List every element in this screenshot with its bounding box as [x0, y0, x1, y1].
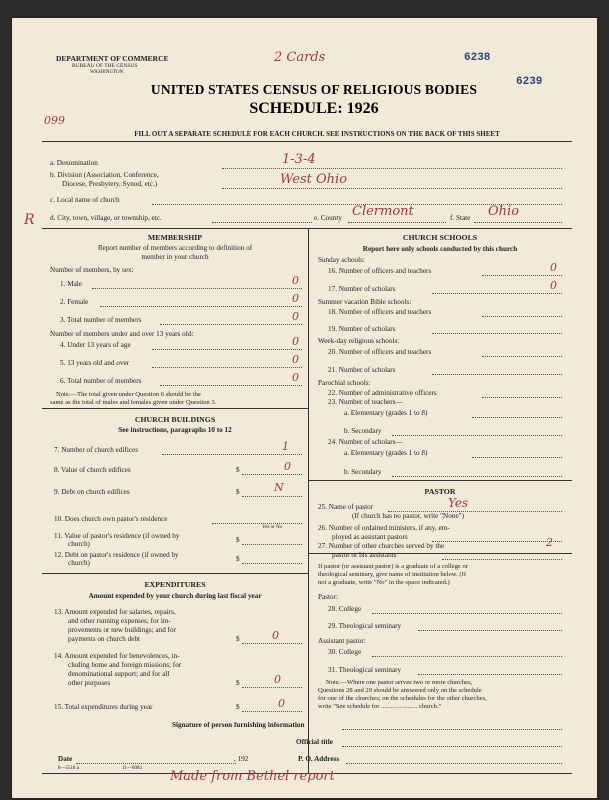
q24a-line: [472, 457, 562, 458]
denomination-line: [222, 168, 562, 169]
q20-label: 20. Number of officers and teachers: [328, 348, 432, 356]
q29-label: 29. Theological seminary: [328, 622, 402, 630]
q6-label: 6. Total number of members: [60, 377, 142, 385]
q12-label-1: 12. Debt on pastor's residence (if owned by: [54, 551, 179, 559]
q8-dollar: $: [236, 466, 240, 474]
q31-line: [418, 674, 562, 675]
q19-line: [432, 333, 562, 334]
q28-label: 28. College: [328, 605, 362, 613]
q12-line: [242, 563, 302, 564]
schools-sub: Report here only schools conducted by this church: [362, 245, 518, 253]
q15-line: [242, 711, 302, 712]
right-rule-1: [308, 480, 572, 481]
q17-label: 17. Number of scholars: [328, 285, 396, 293]
q3-label: 3. Total number of members: [60, 316, 142, 324]
q1-value: 0: [292, 274, 299, 287]
q18-line: [482, 316, 562, 317]
membership-title: MEMBERSHIP: [147, 233, 203, 242]
print-code: 11—6084: [122, 766, 142, 771]
q22-line: [482, 397, 562, 398]
q4-line: [152, 349, 302, 350]
q5-value: 0: [292, 353, 299, 366]
division-label-2: Diocese, Presbytery, Synod, etc.): [62, 180, 158, 188]
q27-label-2: pastor or his assistants: [332, 551, 397, 559]
section-top-rule: [42, 228, 572, 229]
date-label: Date: [58, 755, 73, 763]
q30-label: 30. College: [328, 648, 362, 656]
membership-sub-1: Report number of members according to definition of: [97, 244, 253, 252]
q14-value: 0: [274, 673, 281, 686]
q14-label-3: denominational support; and for all: [68, 670, 170, 678]
left-rule-1: [42, 408, 308, 409]
schools-title: CHURCH SCHOOLS: [402, 233, 478, 242]
handwritten-cards: 2 Cards: [274, 50, 326, 65]
membership-note-2: same as the total of males and females given under Question 3.: [50, 399, 217, 406]
q11-label-2: church): [68, 540, 90, 548]
pastor-title: PASTOR: [424, 487, 456, 496]
q15-label: 15. Total expenditures during year: [54, 703, 153, 711]
q12-dollar: $: [236, 555, 240, 563]
q1-line: [92, 288, 302, 289]
q7-line: [162, 454, 302, 455]
q26-label-1: 26. Number of ordained ministers, if any, em-: [318, 524, 450, 532]
parochial-schools: Parochial schools:: [318, 379, 371, 387]
q2-line: [100, 306, 302, 307]
buildings-title: CHURCH BUILDINGS: [134, 415, 216, 424]
city-label: d. City, town, village, or township, etc.: [50, 214, 162, 222]
q19-label: 19. Number of scholars: [328, 325, 396, 333]
q7-value: 1: [282, 440, 289, 453]
q15-dollar: $: [236, 703, 240, 711]
pastor-note-3: for one of the churches; on the schedules for the other churches,: [318, 695, 487, 702]
q13-dollar: $: [236, 635, 240, 643]
membership-sub-2: member in your church: [141, 253, 209, 261]
signature-line: [342, 729, 562, 730]
local-name-label: c. Local name of church: [50, 196, 120, 204]
official-title-line: [342, 746, 562, 747]
q9-dollar: $: [236, 488, 240, 496]
division-label-1: b. Division (Association, Conference,: [50, 171, 159, 179]
q27-label-1: 27. Number of other churches served by the: [318, 542, 445, 550]
q10-line: [212, 523, 302, 524]
q14-label-2: cluding home and foreign missions; for: [68, 661, 182, 669]
division-line: [222, 188, 562, 189]
q14-dollar: $: [236, 679, 240, 687]
q27-value: 2: [546, 536, 553, 549]
handwritten-footer-note: Made from Bethel report: [170, 769, 335, 784]
q15-value: 0: [278, 697, 285, 710]
county-label: e. County: [314, 214, 342, 222]
q11-dollar: $: [236, 536, 240, 544]
q13-label-3: provements or new buildings; and for: [68, 626, 176, 634]
division-value: West Ohio: [280, 172, 348, 187]
q12-label-2: church): [68, 559, 90, 567]
form-number: 8—5518 a: [58, 766, 79, 771]
q11-label-1: 11. Value of pastor's residence (if owned by: [54, 532, 180, 540]
pastor-intro-2: theological seminary, give name of institution below. (If: [318, 571, 467, 578]
q29-line: [418, 630, 562, 631]
city-name: WASHINGTON: [90, 70, 124, 75]
q6-line: [160, 385, 302, 386]
q20-line: [482, 356, 562, 357]
q18-label: 18. Number of officers and teachers: [328, 308, 432, 316]
q10-label: 10. Does church own pastor's residence: [54, 515, 168, 523]
center-divider: [308, 228, 309, 773]
pastor-intro-3: not a graduate, write "No" in the space indicated.): [318, 579, 450, 586]
q25-value: Yes: [448, 496, 469, 510]
q13-line: [242, 643, 302, 644]
bureau-name: BUREAU OF THE CENSUS: [72, 63, 138, 69]
q6-value: 0: [292, 371, 299, 384]
q3-line: [160, 324, 302, 325]
denomination-value: 1-3-4: [282, 152, 316, 167]
q17-value: 0: [550, 279, 557, 292]
q9-value: N: [274, 481, 284, 494]
q27-line: [442, 559, 562, 560]
summer-schools: Summer vacation Bible schools:: [318, 298, 412, 306]
q21-label: 21. Number of scholars: [328, 366, 396, 374]
expenditures-sub: Amount expended by your church during last fiscal year: [88, 592, 262, 600]
q13-value: 0: [272, 629, 279, 642]
q24-label: 24. Number of scholars—: [328, 438, 403, 446]
schedule-title: SCHEDULE: 1926: [249, 100, 379, 117]
q7-label: 7. Number of church edifices: [54, 446, 139, 454]
q23b-line: [392, 435, 562, 436]
q23a-label: a. Elementary (grades 1 to 8): [344, 409, 428, 417]
pastor-note-4: write "See schedule for ...................... church.": [318, 703, 442, 710]
members-by-age: Number of members under and over 13 years old:: [50, 330, 194, 338]
q8-value: 0: [284, 460, 291, 473]
q14-label-1: 14. Amount expended for benevolences, in-: [54, 652, 180, 660]
county-value: Clermont: [352, 204, 414, 219]
county-line: [348, 222, 446, 223]
q14-line: [242, 687, 302, 688]
q11-line: [242, 544, 302, 545]
q2-label: 2. Female: [60, 298, 89, 306]
census-schedule-page: [12, 18, 597, 798]
members-by-sex: Number of members, by sex:: [50, 266, 134, 274]
yes-no-hint: Yes or No: [262, 525, 283, 530]
state-label: f. State: [450, 214, 471, 222]
q2-value: 0: [292, 292, 299, 305]
city-line: [212, 222, 312, 223]
q24a-label: a. Elementary (grades 1 to 8): [344, 449, 428, 457]
handwritten-r: R: [24, 212, 35, 228]
stamp-number-2: 6239: [516, 76, 543, 88]
q25-label: 25. Name of pastor: [318, 503, 374, 511]
q28-line: [372, 613, 562, 614]
pastor-intro-1: If pastor (or assistant pastor) is a graduate of a college or: [318, 563, 468, 570]
q8-line: [242, 474, 302, 475]
po-address-label: P. O. Address: [298, 755, 340, 763]
q23-label: 23. Number of teachers—: [328, 398, 403, 406]
pastor-note-2: Questions 28 and 29 should be answered only on the schedule: [318, 687, 482, 694]
q26-label-2: ployed as assistant pastors: [332, 533, 408, 541]
dept-name: DEPARTMENT OF COMMERCE: [56, 54, 169, 63]
q4-label: 4. Under 13 years of age: [60, 341, 131, 349]
q13-label-4: payments on church debt: [68, 635, 141, 643]
pastor-note-1: Note.—Where one pastor serves two or more churches,: [326, 679, 473, 686]
form-title: UNITED STATES CENSUS OF RELIGIOUS BODIES: [150, 82, 478, 97]
q13-label-2: and other running expenses; for im-: [68, 617, 171, 625]
q24b-label: b. Secondary: [344, 468, 382, 476]
q3-value: 0: [292, 310, 299, 323]
buildings-sub: See instructions, paragraphs 10 to 12: [118, 426, 232, 434]
q9-line: [242, 496, 302, 497]
q23b-label: b. Secondary: [344, 427, 382, 435]
weekday-schools: Week-day religious schools:: [318, 337, 400, 345]
q8-label: 8. Value of church edifices: [54, 466, 131, 474]
expenditures-title: EXPENDITURES: [144, 580, 206, 589]
q16-label: 16. Number of officers and teachers: [328, 267, 432, 275]
po-address-line: [346, 763, 562, 764]
q5-line: [152, 367, 302, 368]
q17-line: [432, 293, 562, 294]
date-year: , 192: [234, 755, 249, 763]
divider: [42, 141, 572, 142]
asst-pastor-label: Assistant pastor:: [318, 637, 366, 645]
q5-label: 5. 13 years old and over: [60, 359, 130, 367]
state-line: [474, 222, 562, 223]
q24b-line: [392, 476, 562, 477]
q9-label: 9. Debt on church edifices: [54, 488, 130, 496]
q16-line: [482, 275, 562, 276]
q13-label-1: 13. Amount expended for salaries, repairs,: [54, 608, 176, 616]
q4-value: 0: [292, 335, 299, 348]
q14-label-4: other purposes: [68, 679, 111, 687]
q1-label: 1. Male: [60, 280, 82, 288]
q16-value: 0: [550, 261, 557, 274]
q21-line: [432, 374, 562, 375]
denomination-label: a. Denomination: [50, 159, 98, 167]
q22-label: 22. Number of administrative officers: [328, 389, 437, 397]
state-value: Ohio: [488, 204, 520, 219]
q26-line: [432, 541, 562, 542]
instruction-line: FILL OUT A SEPARATE SCHEDULE FOR EACH CHURCH. SEE INSTRUCTIONS ON THE BACK OF THIS SHEET: [134, 130, 500, 138]
left-rule-2: [42, 573, 308, 574]
signature-label: Signature of person furnishing information: [172, 721, 305, 729]
sunday-schools: Sunday schools:: [318, 256, 365, 264]
date-line: [76, 763, 236, 764]
membership-note-1: Note.—The total given under Question 6 should be the: [56, 391, 201, 398]
q31-label: 31. Theological seminary: [328, 666, 402, 674]
stamp-number-1: 6238: [464, 52, 491, 64]
q30-line: [372, 656, 562, 657]
handwritten-code: 099: [44, 114, 65, 127]
official-title-label: Official title: [296, 738, 333, 746]
q25-hint: (If church has no pastor, write "None"): [352, 512, 464, 520]
q23a-line: [472, 417, 562, 418]
pastor-sub-label: Pastor:: [318, 593, 338, 601]
